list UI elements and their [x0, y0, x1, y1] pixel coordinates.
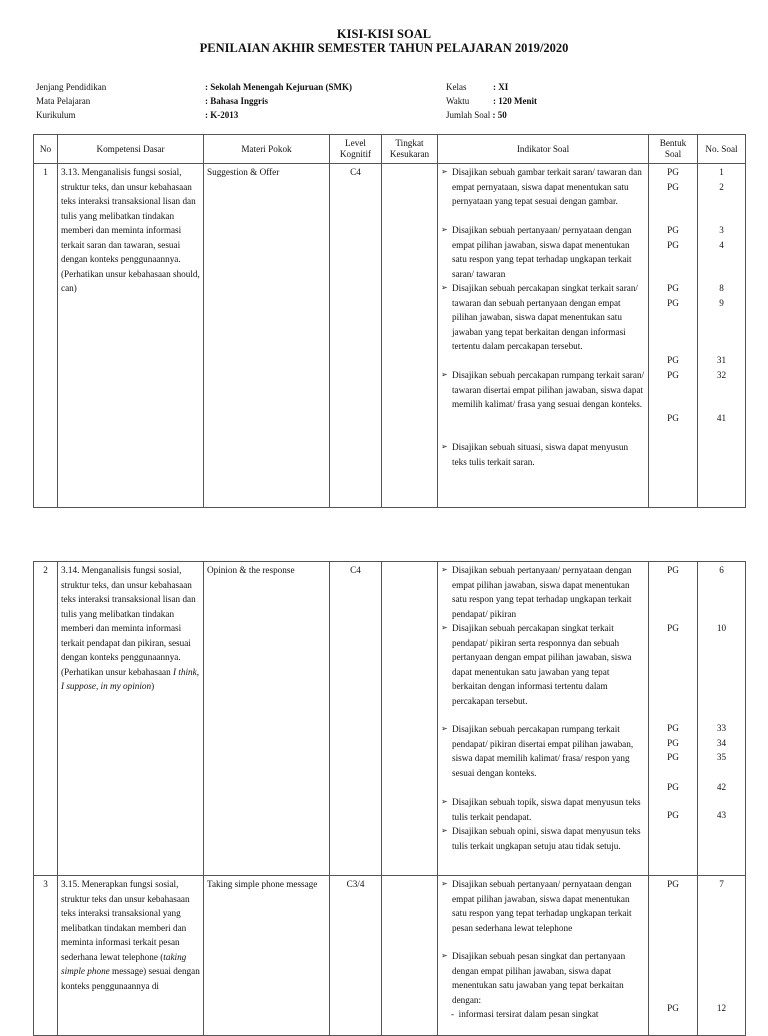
row-nosoal — [698, 562, 746, 876]
nosoal-value: 31 — [716, 355, 727, 365]
row-bentuk — [649, 876, 698, 1036]
row-indikator — [438, 876, 649, 1036]
bentuk-value: PG — [667, 781, 679, 792]
meta-waktu-value: : 120 Menit — [493, 96, 537, 106]
row-level: C4 — [330, 164, 382, 508]
header-no: No — [34, 135, 58, 164]
bentuk-value: PG — [667, 879, 679, 889]
bentuk-value: PG — [667, 239, 679, 250]
meta-kelas-label: Kelas — [446, 82, 467, 92]
nosoal-value: 4 — [719, 239, 724, 250]
header-level: Level Kognitif — [330, 135, 382, 164]
bentuk-value: PG — [667, 297, 679, 308]
indikator-item: Disajikan sebuah percakapan singkat terkait saran/ tawaran dan sebuah pertanyaan dengan empat pilihan jawaban, siswa dapat menentukan satu jawaban yang tepat berkaitan dengan informasi tertentu dalam percakapan tersebut. — [452, 283, 638, 351]
meta-left — [36, 80, 106, 122]
meta-jumlah-label: Jumlah Soal — [446, 110, 491, 120]
document-title: KISI-KISI SOAL — [336, 27, 432, 41]
row-tingkat — [382, 164, 438, 508]
row-bentuk — [649, 164, 698, 508]
kd-italic-text: taking simple phone — [61, 951, 187, 976]
row-indikator — [438, 562, 649, 876]
meta-left-values — [205, 80, 352, 122]
indikator-sub-item: - informasi tersirat dalam pesan singkat — [451, 1009, 599, 1019]
row-indikator — [438, 164, 649, 508]
indikator-item: Disajikan sebuah pertanyaan/ pernyataan dengan empat pilihan jawaban, siswa dapat menentukan satu respon yang tepat terhadap ungkapan terkait pesan sederhana lewat telephone — [452, 879, 632, 933]
meta-kurikulum-value: : K-2013 — [205, 110, 239, 120]
arrow-bullet-icon: ➢ — [441, 283, 448, 292]
nosoal-value: 32 — [716, 369, 727, 380]
bentuk-value: PG — [667, 181, 679, 192]
bentuk-value: PG — [667, 723, 679, 733]
table-header-row — [34, 135, 746, 164]
row-kd: 3.13. Menganalisis fungsi sosial, struktur teks, dan unsur kebahasaan teks interaksi transaksional lisan dan tulis yang melibatkan tindakan memberi dan meminta informasi terkait saran dan tawaran, sesuai dengan konteks penggunaannya. (Perhatikan unsur kebahasaan should, can) — [58, 164, 204, 508]
arrow-bullet-icon: ➢ — [441, 879, 448, 888]
header-indikator: Indikator Soal — [438, 135, 649, 164]
indikator-item: Disajikan sebuah topik, siswa dapat menyusun teks tulis terkait pendapat. — [452, 797, 641, 822]
meta-jenjang-label: Jenjang Pendidikan — [36, 82, 107, 92]
row-no: 1 — [34, 164, 58, 508]
meta-waktu-label: Waktu — [446, 96, 470, 106]
arrow-bullet-icon: ➢ — [441, 565, 448, 574]
indikator-item: Disajikan sebuah opini, siswa dapat menyusun teks tulis terkait ungkapan setuju atau tidak setuju. — [452, 826, 641, 851]
arrow-bullet-icon: ➢ — [441, 225, 448, 234]
nosoal-value: 42 — [716, 781, 727, 792]
row-materi: Taking simple phone message — [204, 876, 330, 1036]
meta-kurikulum-label: Kurikulum — [36, 110, 76, 120]
nosoal-value: 41 — [716, 413, 727, 423]
table-row — [34, 562, 746, 876]
kd-text: 3.14. Menganalisis fungsi sosial, struktur teks, dan unsur kebahasaan teks interaksi transaksional lisan dan tulis yang melibatkan tindakan memberi dan meminta informasi terkait pendapat dan pikiran, sesuai dengan konteks penggunaannya. (Perhatikan unsur kebahasaan — [61, 565, 196, 677]
nosoal-value: 35 — [716, 752, 727, 762]
meta-mapel-value: : Bahasa Inggris — [205, 96, 269, 106]
indikator-sub-text: informasi tersirat dalam pesan singkat — [458, 1009, 599, 1019]
meta-jumlah-value: : 50 — [492, 110, 507, 120]
header-tingkat: Tingkat Kesukaran — [382, 135, 438, 164]
indikator-item: Disajikan sebuah gambar terkait saran/ tawaran dan empat pernyataan, siswa dapat menentukan satu pernyataan yang tepat sesuai dengan gambar. — [452, 167, 642, 206]
bentuk-value: PG — [667, 413, 679, 423]
kisi-table-1 — [33, 134, 746, 508]
row-materi: Suggestion & Offer — [204, 164, 330, 508]
nosoal-value: 33 — [716, 723, 727, 733]
nosoal-value: 10 — [716, 622, 727, 633]
row-level: C3/4 — [330, 876, 382, 1036]
nosoal-value: 12 — [716, 1002, 727, 1013]
kd-text-end: ) — [151, 681, 155, 691]
bentuk-value: PG — [667, 565, 679, 575]
indikator-item: Disajikan sebuah percakapan rumpang terkait saran/ tawaran disertai empat pilihan jawaban, siswa dapat memilih kalimat/ frasa yang sesuai dengan konteks. — [452, 370, 645, 409]
arrow-bullet-icon: ➢ — [441, 442, 448, 451]
meta-right-values — [493, 80, 537, 108]
row-no: 3 — [34, 876, 58, 1036]
kd-italic-text: I think, I suppose, in my opinion — [61, 666, 200, 691]
row-tingkat — [382, 876, 438, 1036]
row-bentuk — [649, 562, 698, 876]
arrow-bullet-icon: ➢ — [441, 797, 448, 806]
row-tingkat — [382, 562, 438, 876]
arrow-bullet-icon: ➢ — [441, 167, 448, 176]
indikator-item: Disajikan sebuah pertanyaan/ pernyataan dengan empat pilihan jawaban, siswa dapat menentukan satu respon yang tepat terhadap ungkapan terkait pendapat/ pikiran — [452, 565, 632, 619]
arrow-bullet-icon: ➢ — [441, 724, 448, 733]
indikator-item: Disajikan sebuah percakapan rumpang terkait pendapat/ pikiran disertai empat pilihan jawaban, siswa dapat memilih kalimat/ frasa/ respon yang sesuai dengan konteks. — [452, 724, 634, 778]
row-nosoal — [698, 164, 746, 508]
kd-text-end: message) sesuai dengan konteks penggunaannya di — [61, 966, 200, 991]
arrow-bullet-icon: ➢ — [441, 951, 448, 960]
document-subtitle: PENILAIAN AKHIR SEMESTER TAHUN PELAJARAN 2019/2020 — [199, 41, 569, 55]
bentuk-value: PG — [667, 167, 679, 177]
nosoal-value: 6 — [719, 565, 724, 575]
row-materi: Opinion & the response — [204, 562, 330, 876]
bentuk-value: PG — [667, 737, 679, 748]
nosoal-value: 34 — [716, 737, 727, 748]
bentuk-value: PG — [667, 1002, 679, 1013]
bentuk-value: PG — [667, 752, 679, 762]
bentuk-value: PG — [667, 225, 679, 235]
arrow-bullet-icon: ➢ — [441, 623, 448, 632]
bentuk-value: PG — [667, 355, 679, 365]
indikator-item: Disajikan sebuah pesan singkat dan pertanyaan dengan empat pilihan jawaban, siswa dapat menentukan satu jawaban yang tepat berkaitan dengan: — [452, 951, 626, 1005]
nosoal-value: 1 — [719, 167, 724, 177]
bentuk-value: PG — [667, 622, 679, 633]
arrow-bullet-icon: ➢ — [441, 826, 448, 835]
header-kd: Kompetensi Dasar — [58, 135, 204, 164]
row-kd — [58, 876, 204, 1036]
nosoal-value: 2 — [719, 181, 724, 192]
table-row — [34, 876, 746, 1036]
row-no: 2 — [34, 562, 58, 876]
table-row — [34, 164, 746, 508]
nosoal-value: 9 — [719, 297, 724, 308]
row-level: C4 — [330, 562, 382, 876]
arrow-bullet-icon: ➢ — [441, 370, 448, 379]
nosoal-value: 3 — [719, 225, 724, 235]
meta-kelas-value: : XI — [493, 82, 509, 92]
kd-text: 3.15. Menerapkan fungsi sosial, struktur teks dan unsur kebahasaan teks interaksi transaksional yang melibatkan tindakan memberi dan meminta informasi terkait pesan sederhana lewat telephone ( — [61, 879, 190, 962]
nosoal-value: 43 — [716, 810, 727, 820]
meta-mapel-label: Mata Pelajaran — [36, 96, 91, 106]
indikator-item: Disajikan sebuah percakapan singkat terkait pendapat/ pikiran serta responnya dan sebuah pertanyaan dengan empat pilihan jawaban, siswa dapat menentukan satu jawaban yang tepat berkaitan dengan informasi tertentu dalam percakapan tersebut. — [452, 623, 632, 706]
indikator-item: Disajikan sebuah situasi, siswa dapat menyusun teks tulis terkait saran. — [452, 442, 629, 467]
meta-jenjang-value: : Sekolah Menengah Kejuruan (SMK) — [205, 82, 353, 92]
header-bentuk: Bentuk Soal — [649, 135, 698, 164]
row-nosoal — [698, 876, 746, 1036]
bentuk-value: PG — [667, 283, 679, 293]
bentuk-value: PG — [667, 810, 679, 820]
header-materi: Materi Pokok — [204, 135, 330, 164]
row-kd — [58, 562, 204, 876]
bentuk-value: PG — [667, 369, 679, 380]
nosoal-value: 8 — [719, 283, 724, 293]
indikator-item: Disajikan sebuah pertanyaan/ pernyataan dengan empat pilihan jawaban, siswa dapat menentukan satu respon yang tepat terhadap ungkapan terkait saran/ tawaran — [452, 225, 632, 279]
header-nosoal: No. Soal — [698, 135, 746, 164]
nosoal-value: 7 — [719, 879, 724, 889]
kisi-table-2 — [33, 561, 746, 1036]
